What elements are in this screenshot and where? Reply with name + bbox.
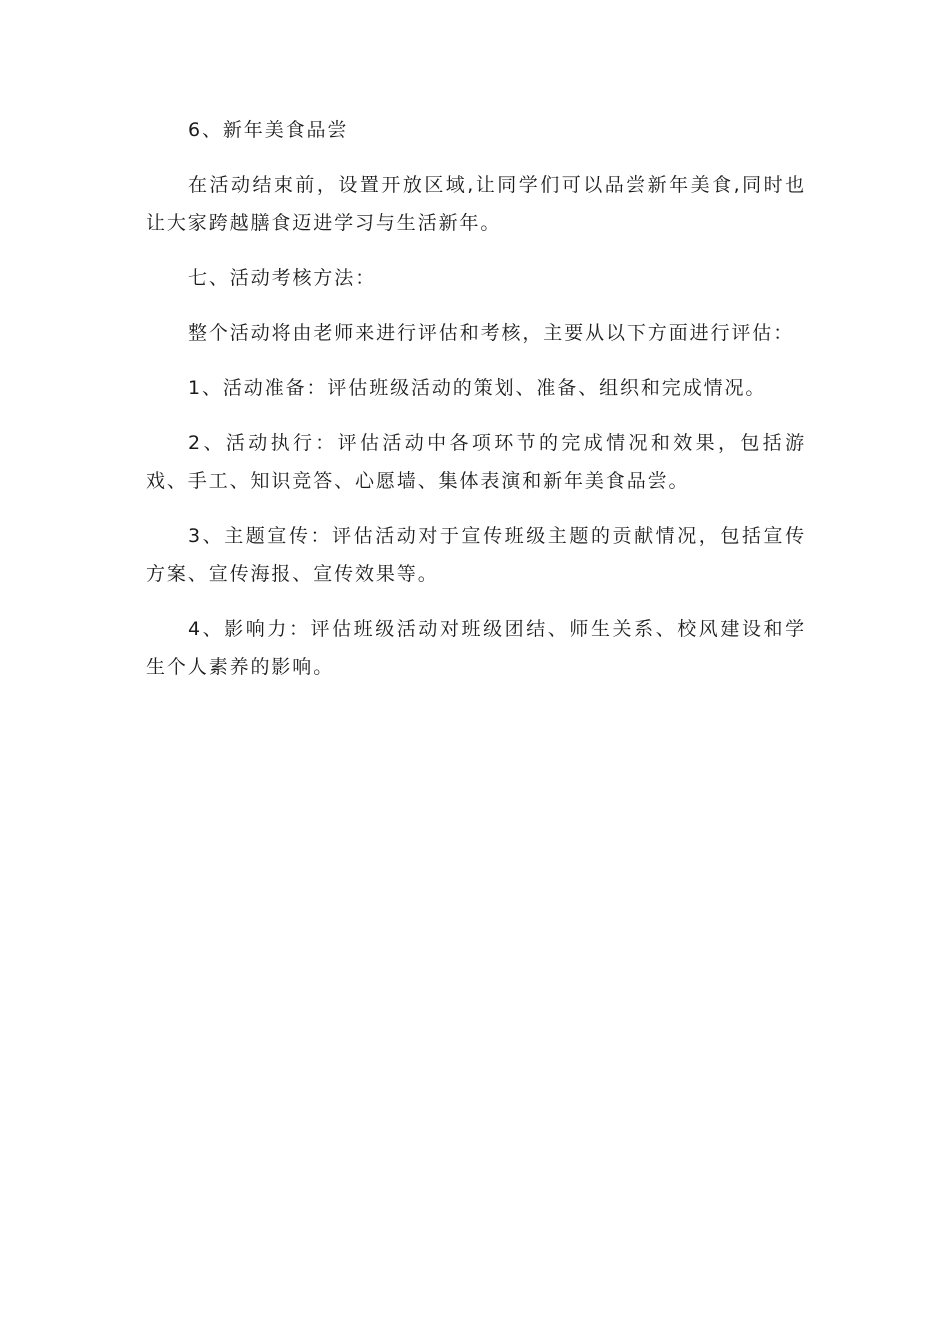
list-item-promotion: 3、主题宣传：评估活动对于宣传班级主题的贡献情况，包括宣传方案、宣传海报、宣传效果等。 — [146, 525, 806, 585]
document-body — [146, 111, 806, 703]
section-heading-food-tasting: 6、新年美食品尝 — [188, 119, 349, 141]
list-item-execution: 2、活动执行：评估活动中各项环节的完成情况和效果，包括游戏、手工、知识竞答、心愿墙、集体表演和新年美食品尝。 — [146, 432, 806, 492]
section-heading-assessment: 七、活动考核方法： — [188, 267, 377, 289]
list-item-influence: 4、影响力：评估班级活动对班级团结、师生关系、校风建设和学生个人素养的影响。 — [146, 618, 806, 678]
list-item-preparation: 1、活动准备：评估班级活动的策划、准备、组织和完成情况。 — [188, 377, 767, 399]
paragraph-assessment-intro: 整个活动将由老师来进行评估和考核，主要从以下方面进行评估： — [188, 322, 795, 344]
paragraph-food-tasting: 在活动结束前，设置开放区域,让同学们可以品尝新年美食,同时也让大家跨越膳食迈进学习与生活新年。 — [146, 174, 806, 234]
